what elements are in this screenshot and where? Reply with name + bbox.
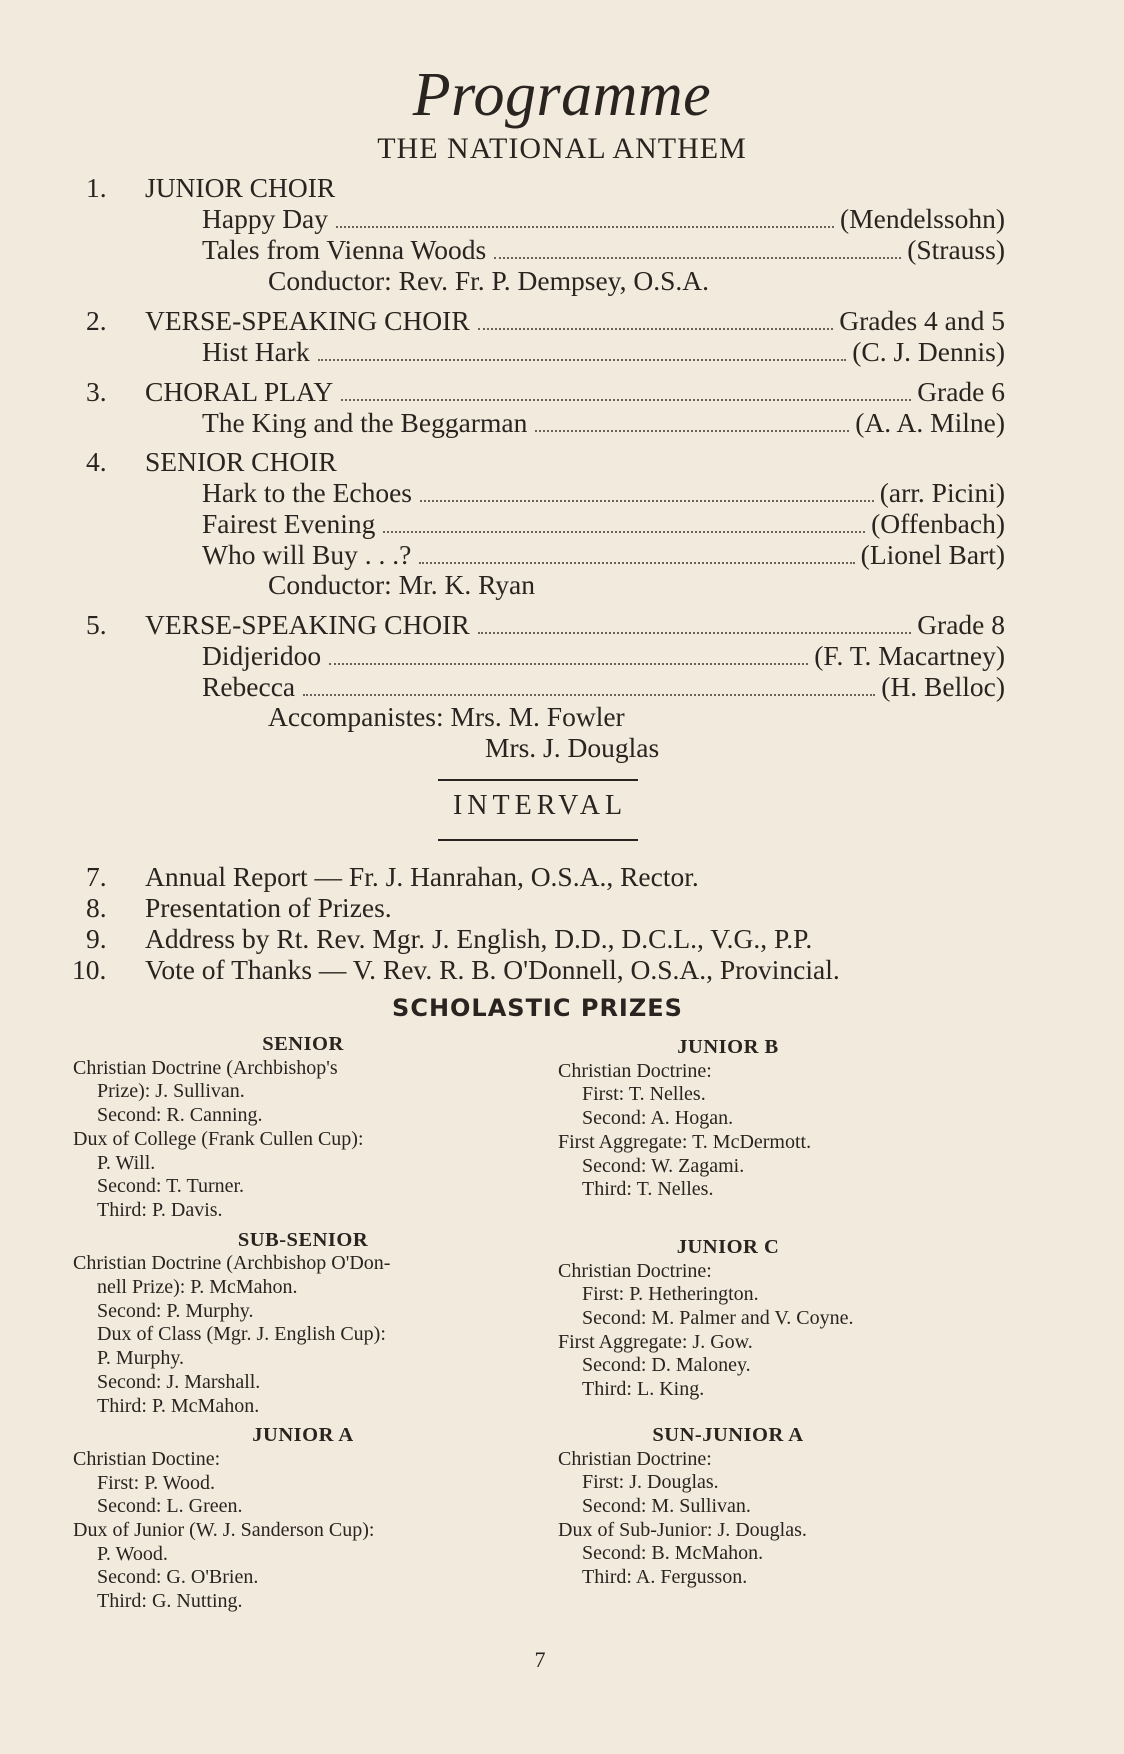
- prize-line: First Aggregate: T. McDermott.: [558, 1130, 812, 1153]
- item-grade: Grades 4 and 5: [839, 305, 1005, 336]
- prize-line: Third: P. McMahon.: [97, 1394, 260, 1417]
- conductor-line: Conductor: Rev. Fr. P. Dempsey, O.S.A.: [268, 265, 710, 296]
- piece-title: Happy Day: [202, 203, 329, 234]
- prize-line: First: J. Douglas.: [582, 1471, 719, 1494]
- prize-line: P. Will.: [97, 1151, 156, 1174]
- prize-line: Christian Doctrine:: [558, 1059, 712, 1082]
- item-number: 4.: [86, 446, 107, 477]
- prize-section-sub-senior: [73, 1229, 533, 1419]
- prize-line: Third: A. Fergusson.: [582, 1566, 748, 1589]
- programme-line: [202, 407, 1005, 439]
- programme-line: [145, 609, 1005, 641]
- prize-line: Second: P. Murphy.: [97, 1299, 254, 1322]
- programme-line: [202, 671, 1005, 703]
- prizes-left-column: [73, 1033, 533, 1614]
- programme-line: [145, 305, 1005, 337]
- proceedings-item: Vote of Thanks — V. Rev. R. B. O'Donnell, O.S.A., Provincial.: [145, 954, 840, 985]
- prize-line: Second: M. Palmer and V. Coyne.: [582, 1307, 854, 1330]
- conductor-line: Conductor: Mr. K. Ryan: [268, 569, 536, 600]
- section-heading: SUB-SENIOR: [237, 1228, 369, 1251]
- piece-composer: (Strauss): [907, 234, 1005, 265]
- piece-composer: (H. Belloc): [881, 671, 1005, 702]
- dot-leader: [478, 632, 912, 634]
- item-grade: Grade 6: [917, 376, 1005, 407]
- section-heading: JUNIOR B: [677, 1036, 779, 1058]
- prize-line: Christian Doctrine:: [558, 1447, 712, 1470]
- item-number: 5.: [86, 609, 107, 640]
- item-number: 7.: [86, 861, 107, 892]
- item-heading: CHORAL PLAY: [145, 376, 334, 407]
- piece-title: Hark to the Echoes: [202, 477, 412, 508]
- prize-line: First Aggregate: J. Gow.: [558, 1330, 753, 1353]
- divider: [438, 779, 638, 781]
- item-number: 10.: [72, 954, 107, 985]
- prize-line: Second: T. Turner.: [97, 1175, 245, 1198]
- piece-title: The King and the Beggarman: [202, 407, 528, 438]
- prize-line: Second: B. McMahon.: [582, 1542, 764, 1565]
- prize-section-sun-junior-a: [558, 1424, 1004, 1590]
- prize-line: [73, 1057, 533, 1081]
- prize-line: Prize): J. Sullivan.: [97, 1080, 245, 1103]
- interval-heading: INTERVAL: [452, 790, 628, 821]
- dot-leader: [383, 531, 865, 533]
- prize-line: Third: L. King.: [582, 1378, 705, 1401]
- prizes-right-column: [558, 1036, 1004, 1590]
- scholastic-prizes-heading: SCHOLASTIC PRIZES: [392, 994, 683, 1022]
- programme-line: [202, 203, 1005, 235]
- prize-line: Third: G. Nutting.: [97, 1590, 243, 1613]
- prize-section-junior-c: [558, 1236, 1004, 1402]
- programme-line: [202, 477, 1005, 509]
- prize-line: Christian Doctrine:: [558, 1259, 712, 1282]
- item-number: 2.: [86, 305, 107, 336]
- prize-line: Second: W. Zagami.: [582, 1154, 745, 1177]
- item-heading: VERSE-SPEAKING CHOIR: [145, 609, 470, 640]
- item-number: 3.: [86, 376, 107, 407]
- prize-line: Christian Doctine:: [73, 1447, 221, 1470]
- programme-line: [202, 539, 1005, 571]
- dot-leader: [341, 399, 911, 401]
- piece-composer: (arr. Picini): [879, 477, 1005, 508]
- dot-leader: [419, 562, 854, 564]
- item-number: 9.: [86, 923, 107, 954]
- prize-section-senior: [73, 1033, 533, 1223]
- prize-line: Christian Doctrine (Archbishop O'Don-: [73, 1252, 391, 1275]
- piece-composer: (Mendelssohn): [840, 203, 1005, 234]
- prize-line: Second: L. Green.: [97, 1495, 243, 1518]
- prize-line: Dux of Junior (W. J. Sanderson Cup):: [73, 1519, 375, 1542]
- prize-line: First: T. Nelles.: [582, 1083, 706, 1106]
- prize-line: Dux of College (Frank Cullen Cup):: [73, 1127, 364, 1150]
- page-title: Programme: [412, 61, 712, 129]
- prize-line: Third: P. Davis.: [97, 1198, 223, 1221]
- dot-leader: [329, 663, 808, 665]
- dot-leader: [535, 430, 849, 432]
- item-heading: SENIOR CHOIR: [145, 446, 337, 477]
- prize-line: P. Murphy.: [97, 1347, 185, 1370]
- accompanist-line: Mrs. J. Douglas: [485, 732, 660, 763]
- piece-composer: (A. A. Milne): [855, 407, 1005, 438]
- item-grade: Grade 8: [917, 609, 1005, 640]
- dot-leader: [420, 500, 874, 502]
- piece-title: Fairest Evening: [202, 508, 376, 539]
- prize-section-junior-b: [558, 1036, 1004, 1202]
- prize-line: Second: R. Canning.: [97, 1104, 263, 1127]
- prize-line: Second: G. O'Brien.: [97, 1566, 259, 1589]
- piece-title: Rebecca: [202, 671, 296, 702]
- programme-line: [202, 640, 1005, 672]
- dot-leader: [318, 359, 847, 361]
- programme-line: [202, 508, 1005, 540]
- accompanist-line: Accompanistes: Mrs. M. Fowler: [268, 701, 625, 732]
- divider: [438, 839, 638, 841]
- piece-composer: (C. J. Dennis): [852, 336, 1005, 367]
- prize-line: Second: D. Maloney.: [582, 1354, 751, 1377]
- item-heading: JUNIOR CHOIR: [145, 172, 336, 203]
- item-number: 1.: [86, 172, 107, 203]
- section-heading: JUNIOR A: [252, 1424, 354, 1447]
- programme-line: [202, 234, 1005, 266]
- item-number: 8.: [86, 892, 107, 923]
- prize-line: Dux of Sub-Junior: J. Douglas.: [558, 1518, 807, 1541]
- prize-line: Dux of Class (Mgr. J. English Cup):: [97, 1323, 386, 1346]
- proceedings-item: Address by Rt. Rev. Mgr. J. English, D.D., D.C.L., V.G., P.P.: [145, 923, 813, 954]
- dot-leader: [478, 328, 834, 330]
- prize-line: Second: J. Marshall.: [97, 1370, 261, 1393]
- piece-title: Tales from Vienna Woods: [202, 234, 487, 265]
- dot-leader: [336, 226, 834, 228]
- section-heading: SENIOR: [262, 1033, 344, 1055]
- prize-line: nell Prize): P. McMahon.: [97, 1276, 298, 1299]
- prize-line: Second: A. Hogan.: [582, 1107, 734, 1130]
- dot-leader: [494, 257, 901, 259]
- piece-title: Hist Hark: [202, 336, 310, 367]
- piece-composer: (Offenbach): [871, 508, 1005, 539]
- national-anthem-heading: THE NATIONAL ANTHEM: [377, 132, 747, 165]
- programme-line: [145, 376, 1005, 408]
- prize-text: Christian Doctrine (Archbishop's: [73, 1056, 338, 1079]
- section-heading: JUNIOR C: [676, 1235, 780, 1258]
- piece-composer: (Lionel Bart): [860, 539, 1005, 570]
- prize-line: Second: M. Sullivan.: [582, 1494, 751, 1517]
- prize-section-junior-a: [73, 1424, 533, 1614]
- piece-composer: (F. T. Macartney): [814, 640, 1005, 671]
- prize-line: P. Wood.: [97, 1542, 168, 1565]
- dot-leader: [303, 694, 875, 696]
- proceedings-item: Annual Report — Fr. J. Hanrahan, O.S.A., Rector.: [145, 861, 699, 892]
- piece-title: Didjeridoo: [202, 640, 322, 671]
- piece-title: Who will Buy . . .?: [202, 539, 412, 570]
- programme-line: [202, 336, 1005, 368]
- prize-line: Third: T. Nelles.: [582, 1178, 714, 1201]
- item-heading: VERSE-SPEAKING CHOIR: [145, 305, 470, 336]
- prize-line: First: P. Hetherington.: [582, 1283, 759, 1306]
- page-number: 7: [534, 1647, 546, 1672]
- prize-line: First: P. Wood.: [97, 1471, 216, 1494]
- proceedings-item: Presentation of Prizes.: [145, 892, 392, 923]
- section-heading: SUN-JUNIOR A: [652, 1423, 804, 1446]
